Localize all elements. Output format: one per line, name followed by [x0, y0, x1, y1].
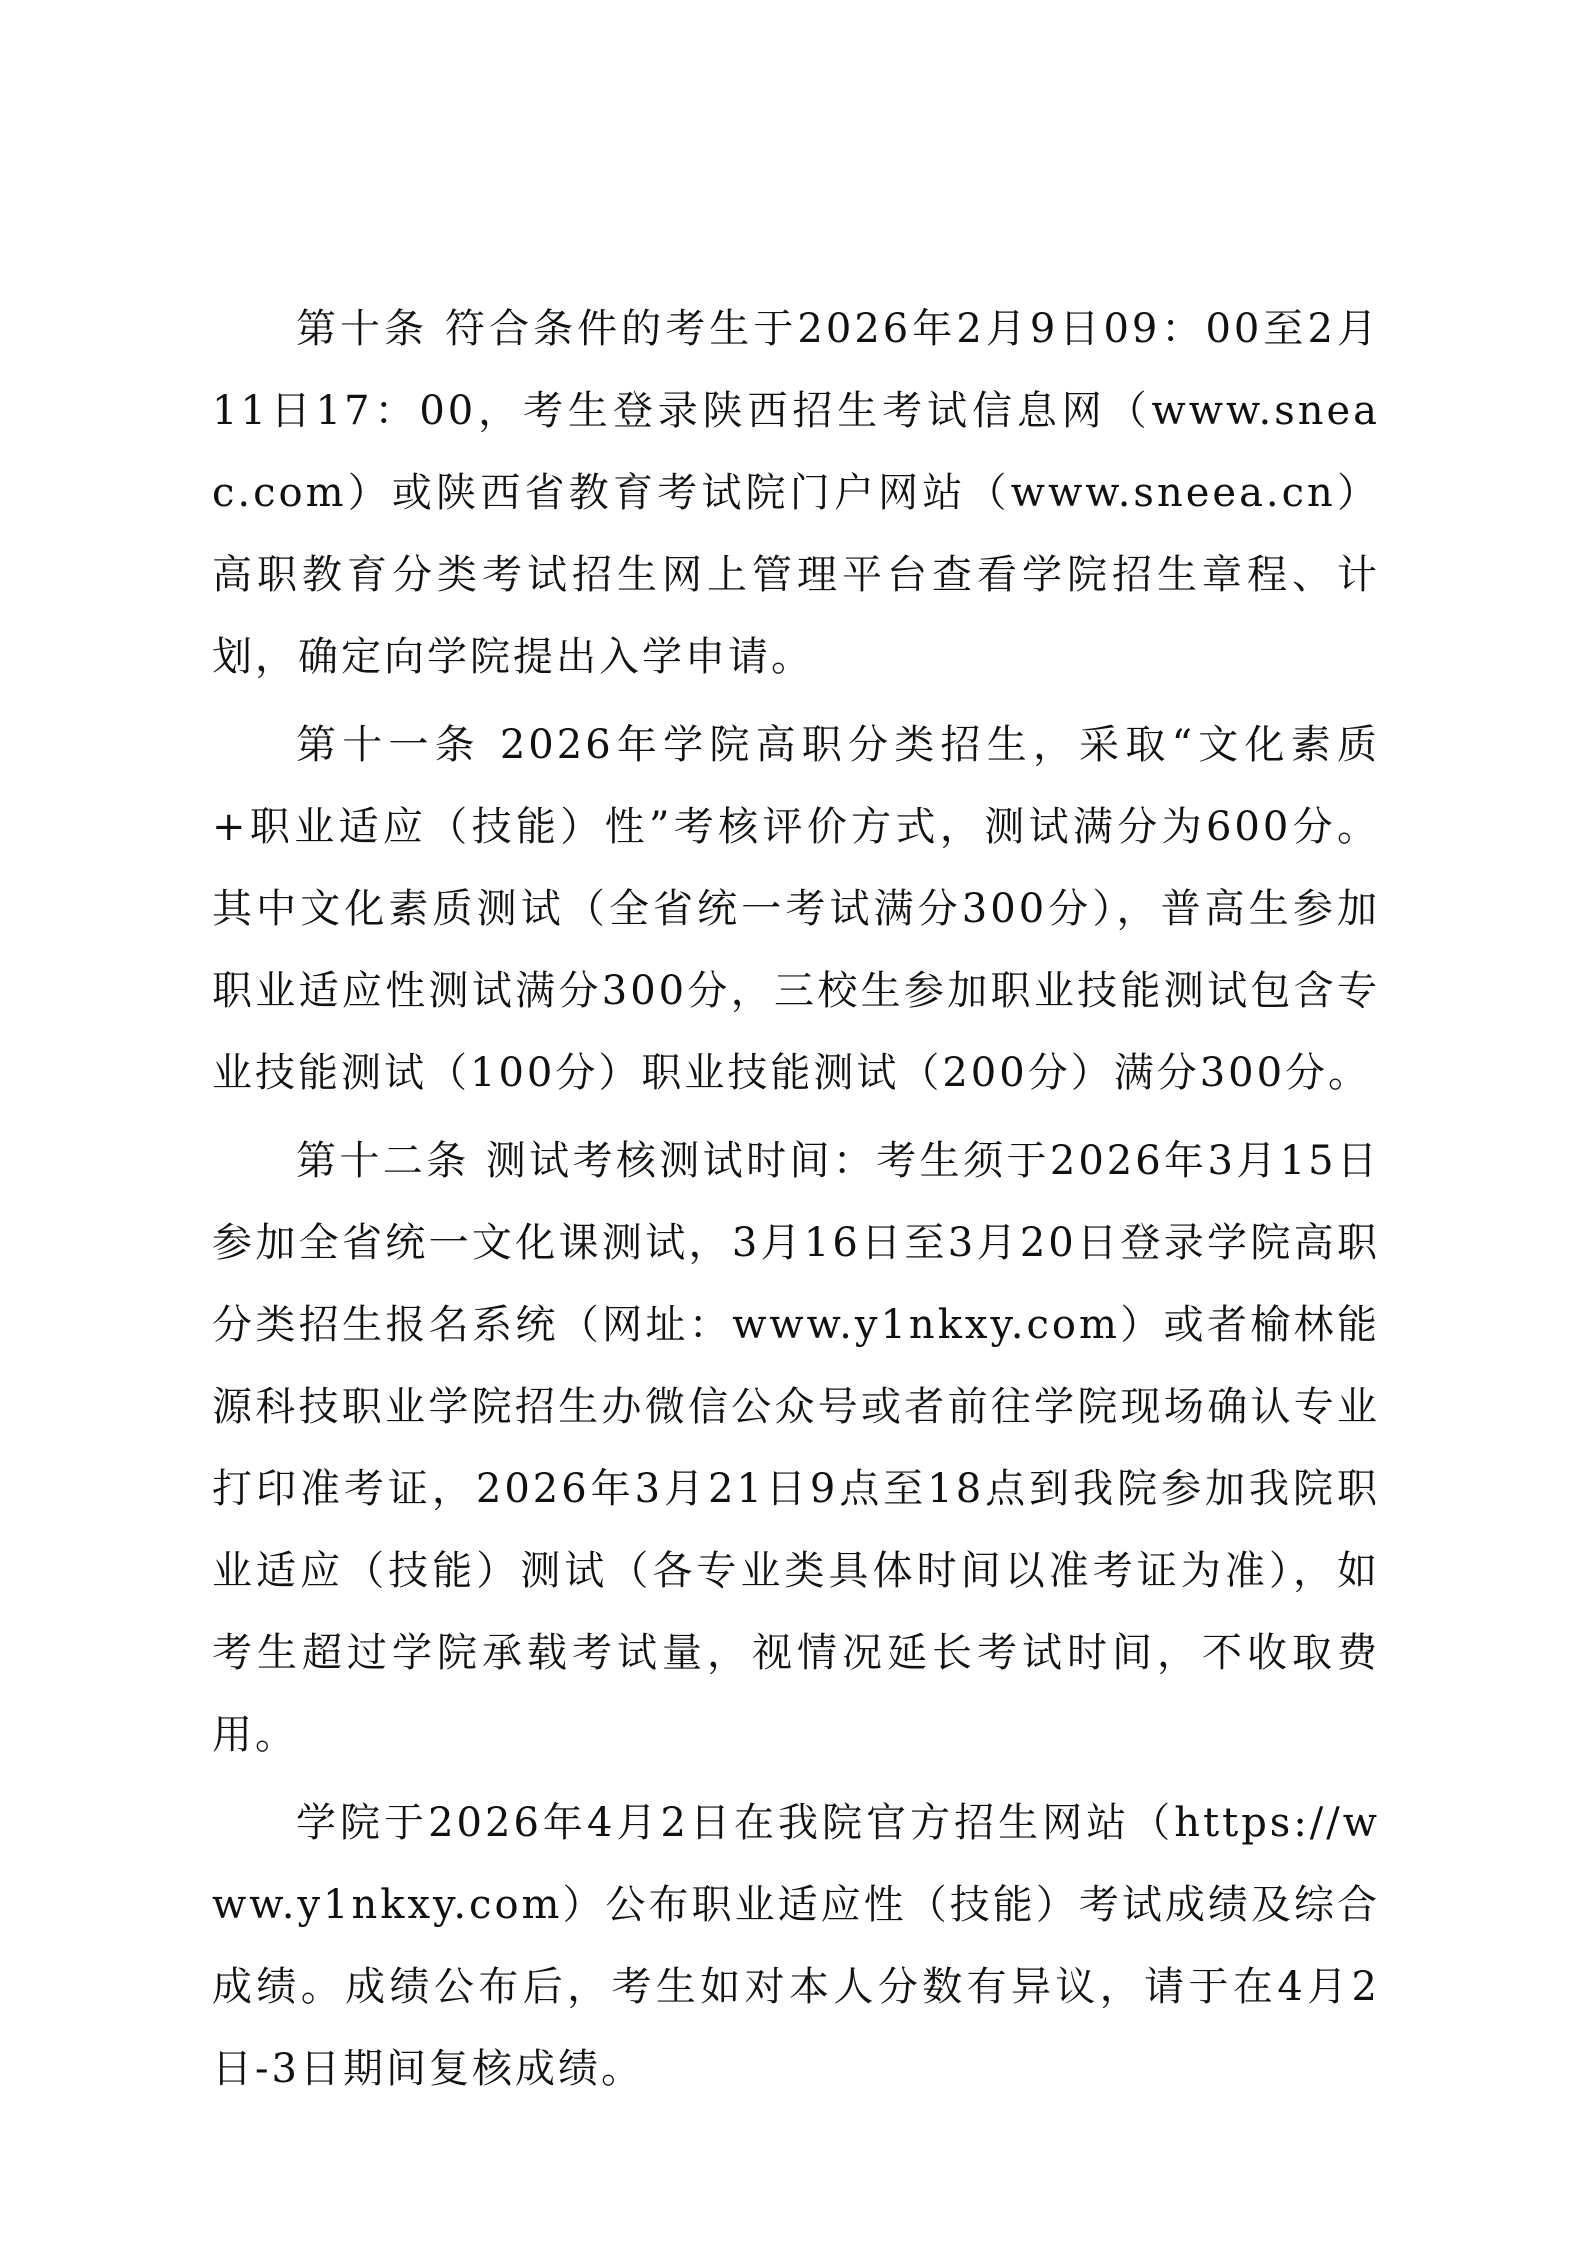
article-12-paragraph: 第十二条 测试考核测试时间：考生须于2026年3月15日参加全省统一文化课测试，3月16日至3月20日登录学院高职分类招生报名系统（网址：www.y1nkxy.com）或者榆林能源科技职业学院招生办微信公众号或者前往学院现场确认专业打印准考证，2026年3月21日9点至18点到我院参加我院职业适应（技能）测试（各专业类具体时间以准考证为准），如考生超过学院承载考试量，视情况延长考试时间，不收取费用。 — [212, 1138, 1380, 1758]
score-announcement-paragraph: 学院于2026年4月2日在我院官方招生网站（https://www.y1nkxy.com）公布职业适应性（技能）考试成绩及综合成绩。成绩公布后，考生如对本人分数有异议，请于在4月2日-3日期间复核成绩。 — [212, 1800, 1380, 2092]
article-11-paragraph: 第十一条 2026年学院高职分类招生，采取“文化素质+职业适应（技能）性”考核评价方式，测试满分为600分。其中文化素质测试（全省统一考试满分300分），普高生参加职业适应性测试满分300分，三校生参加职业技能测试包含专业技能测试（100分）职业技能测试（200分）满分300分。 — [212, 722, 1380, 1096]
article-10-paragraph: 第十条 符合条件的考生于2026年2月9日09：00至2月11日17：00，考生登录陕西招生考试信息网（www.sneac.com）或陕西省教育考试院门户网站（www.sneea.cn）高职教育分类考试招生网上管理平台查看学院招生章程、计划，确定向学院提出入学申请。 — [212, 306, 1380, 680]
document-body — [212, 288, 1380, 2116]
